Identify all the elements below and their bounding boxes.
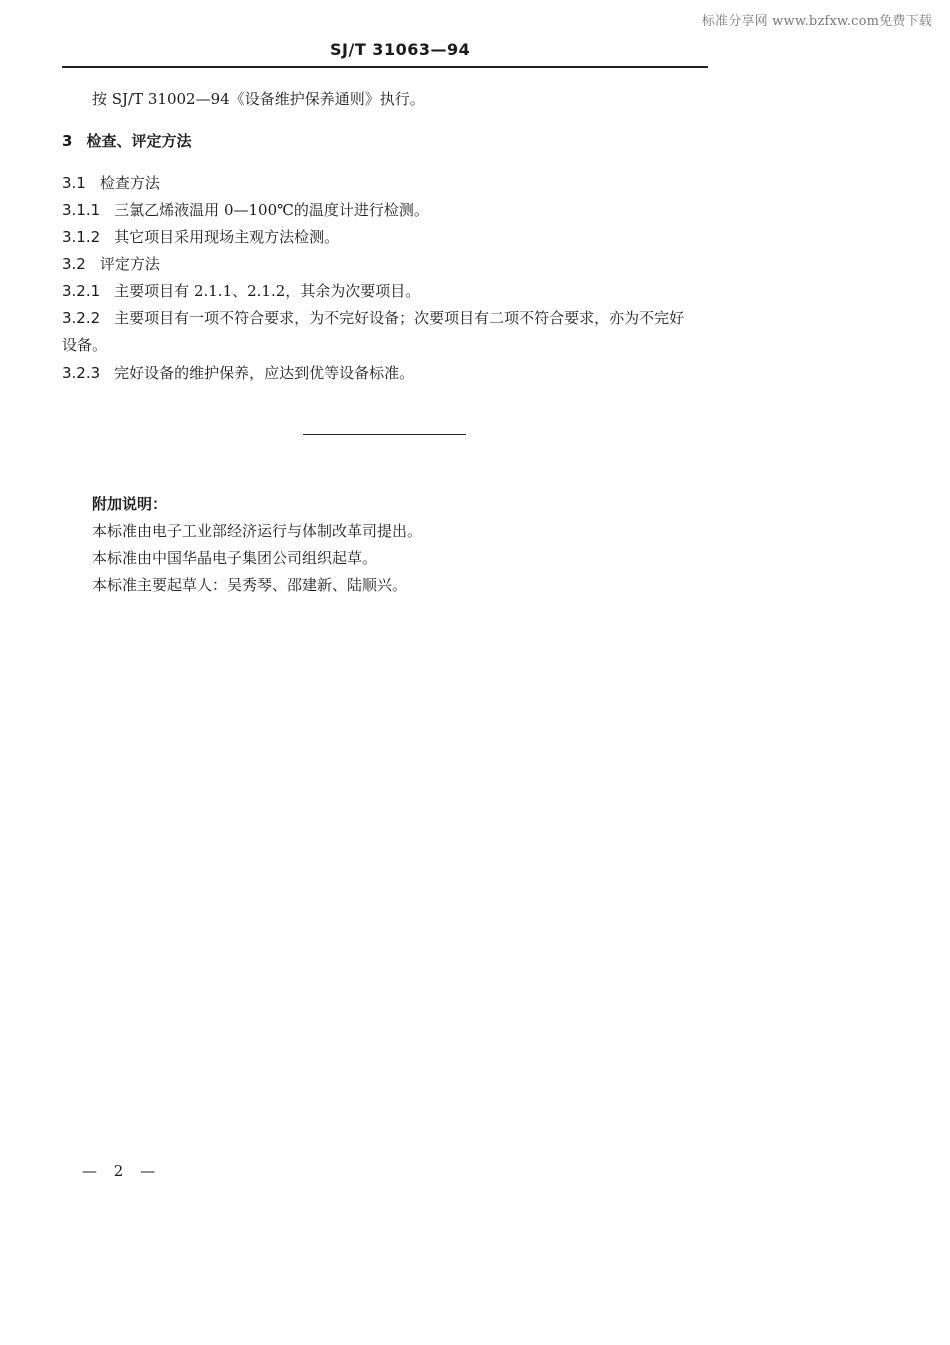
intro-line: 按 SJ/T 31002—94《设备维护保养通则》执行。 <box>92 90 425 108</box>
end-of-text-rule <box>303 434 466 435</box>
clause-3-1-2 <box>62 227 339 247</box>
clause-number: 3.2.3 <box>62 364 101 382</box>
notes-title: 附加说明： <box>92 495 168 513</box>
clause-text: 主要项目有 2.1.1、2.1.2，其余为次要项目。 <box>114 282 421 300</box>
clause-text: 三氯乙烯液温用 0—100℃的温度计进行检测。 <box>114 201 429 219</box>
clause-number: 3.2.1 <box>62 282 101 300</box>
clause-text: 其它项目采用现场主观方法检测。 <box>114 228 340 246</box>
clause-3-1-1 <box>62 200 429 220</box>
section-3-title: 检查、评定方法 <box>86 132 192 150</box>
notes-line-drafters: 本标准主要起草人：吴秀琴、邵建新、陆顺兴。 <box>92 576 408 594</box>
clause-number: 3.2.2 <box>62 309 101 327</box>
section-3-heading <box>62 131 191 151</box>
notes-line-proposer: 本标准由电子工业部经济运行与体制改革司提出。 <box>92 522 423 540</box>
clause-number: 3.2 <box>62 255 86 273</box>
clause-3-2-2 <box>62 308 684 328</box>
clause-number: 3.1 <box>62 174 86 192</box>
notes-line-drafting-org: 本标准由中国华晶电子集团公司组织起草。 <box>92 549 378 567</box>
clause-3-2-1 <box>62 281 420 301</box>
watermark-text: 标准分享网 www.bzfxw.com免费下载 <box>701 14 932 29</box>
clause-3-1 <box>62 173 160 193</box>
clause-number: 3.1.2 <box>62 228 101 246</box>
standard-code-header: SJ/T 31063—94 <box>330 40 471 59</box>
clause-text: 检查方法 <box>99 174 160 192</box>
header-rule <box>62 66 708 68</box>
clause-3-2 <box>62 254 160 274</box>
clause-number: 3.1.1 <box>62 201 101 219</box>
page-number: — 2 — <box>82 1162 162 1180</box>
clause-text: 完好设备的维护保养，应达到优等设备标准。 <box>114 364 415 382</box>
section-3-number: 3 <box>62 132 73 150</box>
clause-text: 评定方法 <box>99 255 160 273</box>
clause-3-2-2-continuation: 设备。 <box>62 336 108 354</box>
clause-3-2-3 <box>62 363 414 383</box>
clause-text: 主要项目有一项不符合要求，为不完好设备；次要项目有二项不符合要求，亦为不完好 <box>114 309 685 327</box>
